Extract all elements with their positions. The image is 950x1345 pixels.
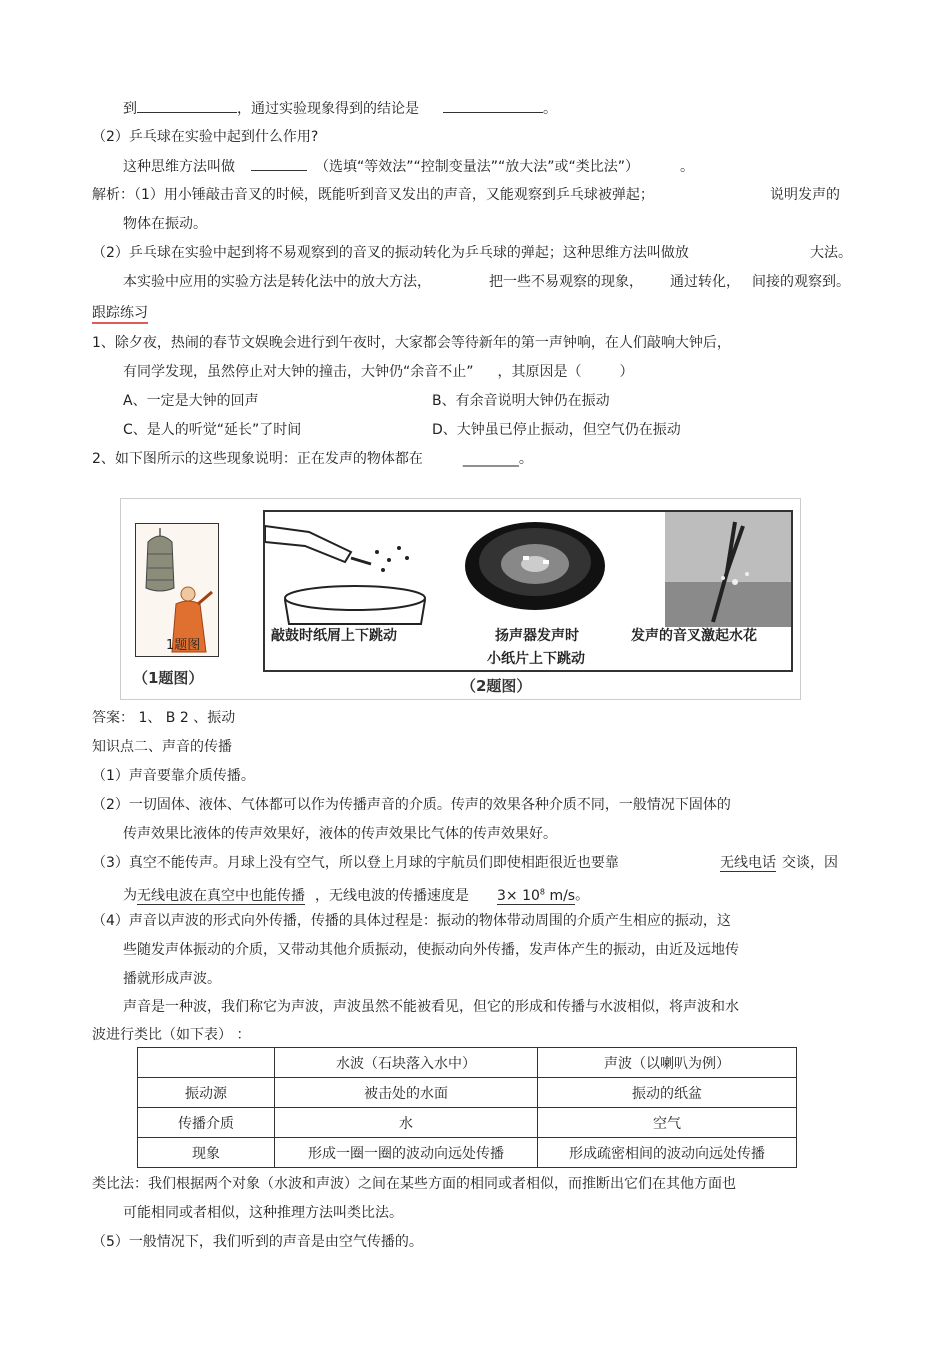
text: 有同学发现，虽然停止对大钟的撞击，大钟仍“余音不止”	[123, 364, 474, 380]
text: 这种思维方法叫做	[123, 159, 235, 175]
analysis-3-c: 通过转化，	[670, 274, 740, 290]
text: ，其原因是（	[497, 364, 582, 380]
table-cell: 被击处的水面	[275, 1078, 538, 1108]
text: 。	[543, 101, 557, 117]
text: 跟踪练习	[92, 305, 148, 324]
bell-figure	[135, 523, 219, 657]
question-2: （2）乒乓球在实验中起到什么作用?	[92, 129, 319, 145]
table-header-cell: 声波（以喇叭为例）	[538, 1048, 797, 1078]
analysis-3-b: 把一些不易观察的现象，	[489, 274, 643, 290]
analysis-1: 解析：（1）用小锤敲击音叉的时候，既能听到音叉发出的声音，又能观察到乒乓球被弹起；	[92, 187, 654, 203]
kp-item-4-cont-2: 播就形成声波。	[123, 971, 221, 987]
caption-figure-1: （1题图）	[133, 669, 204, 687]
figure-1-inner-label: 1题图	[166, 638, 201, 653]
analogy-intro-cont: 波进行类比（如下表） ：	[92, 1027, 251, 1043]
text: （选填“等效法”“控制变量法”“放大法”或“类比法”）	[315, 159, 633, 175]
practice-question-1: 1、除夕夜，热闹的春节文娱晚会进行到午夜时，大家都会等待新年的第一声钟响，在人们敲响大钟后，	[92, 335, 731, 351]
answer-line: 答案： 1、 B 2 、振动	[92, 710, 236, 726]
table-cell: 振动源	[138, 1078, 275, 1108]
text: ________。	[462, 451, 533, 467]
analogy-intro: 声音是一种波，我们称它为声波，声波虽然不能被看见，但它的形成和传播与水波相似，将声波和水	[123, 999, 739, 1015]
table-header-cell: 水波（石块落入水中）	[275, 1048, 538, 1078]
kp-item-4: （4）声音以声波的形式向外传播，传播的具体过程是：振动的物体带动周围的介质产生相应的振动，这	[92, 913, 731, 929]
kp-item-5: （5）一般情况下，我们听到的声音是由空气传播的。	[92, 1234, 423, 1250]
text: ）	[619, 364, 634, 380]
option-b[interactable]: B、有余音说明大钟仍在振动	[432, 393, 610, 409]
speed-value	[497, 888, 575, 905]
vibration-illustrations	[265, 512, 791, 627]
option-a[interactable]: A、一定是大钟的回声	[123, 393, 259, 409]
analogy-method: 类比法：我们根据两个对象（水波和声波）之间在某些方面的相同或者相似，而推断出它们在其他方面也	[92, 1176, 736, 1192]
table-cell: 现象	[138, 1138, 275, 1168]
label-drum: 敲鼓时纸屑上下跳动	[271, 628, 397, 644]
practice-question-2	[92, 449, 533, 469]
analogy-method-cont: 可能相同或者相似，这种推理方法叫类比法。	[123, 1205, 403, 1221]
vibration-figure	[263, 510, 793, 672]
table-row	[138, 1108, 797, 1138]
kp-item-1: （1）声音要靠介质传播。	[92, 768, 255, 784]
exponent: 8	[539, 887, 545, 896]
kp-item-3-end	[720, 853, 838, 873]
practice-question-1-cont	[123, 362, 634, 382]
figure-panel	[120, 498, 801, 700]
analysis-3-d: 间接的观察到。	[752, 274, 850, 290]
table-cell: 空气	[538, 1108, 797, 1138]
text: ，无线电波的传播速度是	[315, 887, 469, 904]
label-speaker-2: 小纸片上下跳动	[487, 651, 585, 667]
kp-item-4-cont-1: 些随发声体振动的介质，又带动其他介质振动，使振动向外传播，发声体产生的振动，由近及远地传	[123, 942, 739, 958]
line-conclusion	[123, 98, 557, 119]
option-c[interactable]: C、是人的听觉“延长”了时间	[123, 422, 302, 438]
unit: m/s	[545, 887, 576, 904]
kp-item-3	[92, 853, 619, 873]
table-row	[138, 1138, 797, 1168]
kp-item-2-cont: 传声效果比液体的传声效果好，液体的传声效果比气体的传声效果好。	[123, 826, 557, 842]
filled-answer: 无线电波在真空中也能传播	[137, 887, 305, 904]
line-method	[123, 156, 694, 177]
analysis-1-end: 说明发声的	[770, 187, 840, 203]
analysis-2: （2）乒乓球在实验中起到将不易观察到的音叉的振动转化为乒乓球的弹起；这种思维方法叫做放	[92, 245, 689, 261]
analysis-3-a: 本实验中应用的实验方法是转化法中的放大方法，	[123, 274, 431, 290]
table-cell: 传播介质	[138, 1108, 275, 1138]
text: ，通过实验现象得到的结论是	[237, 101, 419, 117]
text: 。	[575, 887, 590, 904]
answer-blank[interactable]	[137, 98, 237, 113]
text: 到	[123, 101, 137, 117]
option-d[interactable]: D、大钟虽已停止振动，但空气仍在振动	[432, 422, 681, 438]
kp-item-2: （2）一切固体、液体、气体都可以作为传播声音的介质。传声的效果各种介质不同，一般情况下固体的	[92, 797, 731, 813]
text: 。	[680, 159, 695, 175]
section-heading-practice	[92, 303, 148, 323]
table-row	[138, 1078, 797, 1108]
text: （3）真空不能传声。月球上没有空气，所以登上月球的宇航员们即使相距很近也要靠	[92, 855, 619, 871]
answer-blank[interactable]	[251, 156, 307, 171]
answer-blank[interactable]	[443, 98, 543, 113]
table-cell	[138, 1048, 275, 1078]
table-cell: 振动的纸盆	[538, 1078, 797, 1108]
text: 3× 10	[497, 887, 540, 904]
analysis-2-end: 大法。	[810, 245, 852, 261]
text: 为	[123, 887, 137, 904]
table-cell: 形成一圈一圈的波动向远处传播	[275, 1138, 538, 1168]
text: 2、如下图所示的这些现象说明：正在发声的物体都在	[92, 451, 423, 467]
table-header-row	[138, 1048, 797, 1078]
caption-figure-2: （2题图）	[461, 677, 532, 695]
kp-item-3-cont	[123, 882, 589, 906]
filled-answer: 无线电话	[720, 855, 776, 871]
table-cell: 形成疏密相间的波动向远处传播	[538, 1138, 797, 1168]
text: 交谈，因	[782, 855, 838, 871]
table-cell: 水	[275, 1108, 538, 1138]
knowledge-point-title: 知识点二、声音的传播	[92, 739, 232, 755]
label-tuning-fork: 发声的音叉激起水花	[631, 628, 757, 644]
label-speaker-1: 扬声器发声时	[495, 628, 579, 644]
analysis-1-cont: 物体在振动。	[123, 216, 207, 232]
wave-comparison-table	[137, 1047, 797, 1168]
